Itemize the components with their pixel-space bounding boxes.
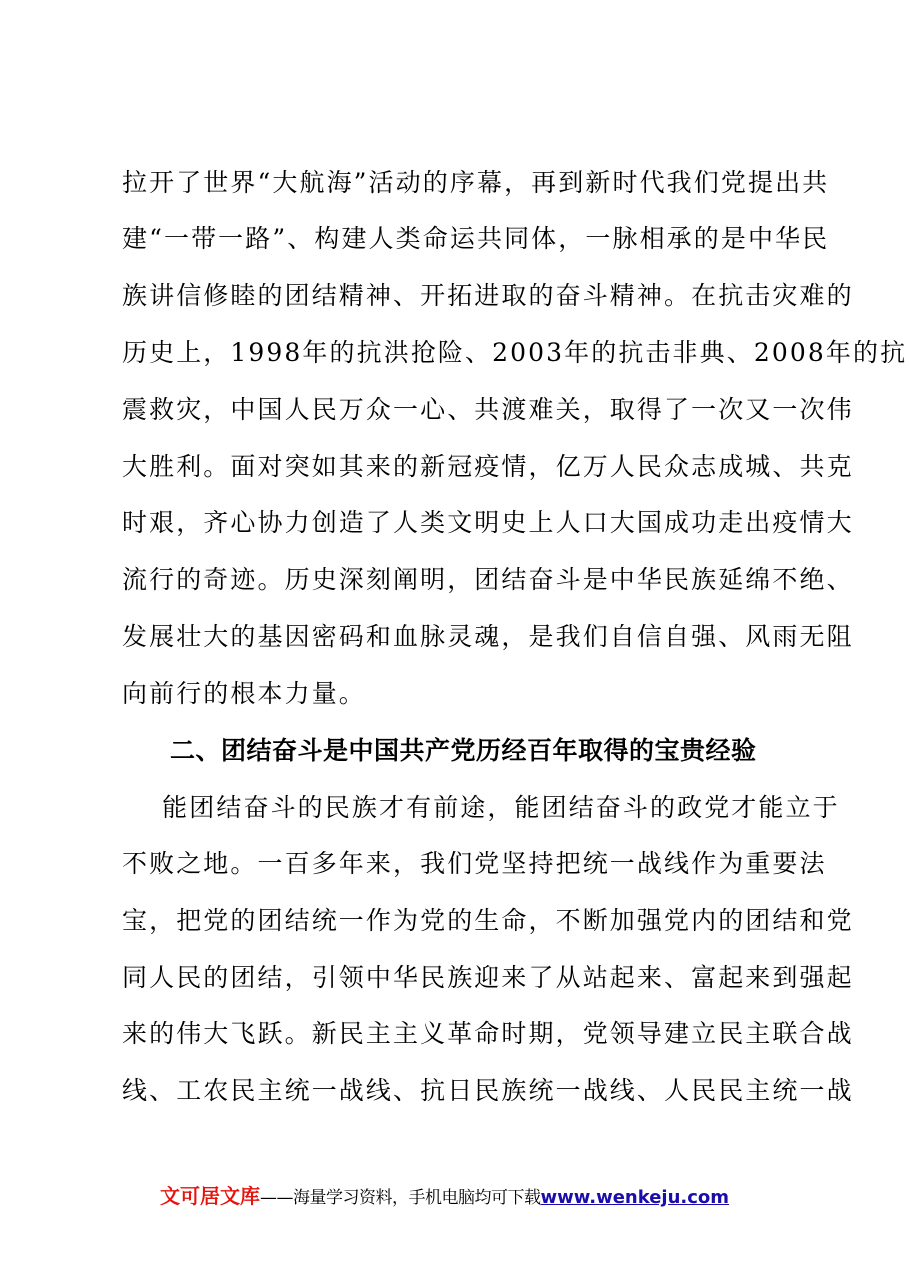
body-line: 拉开了世界“大航海”活动的序幕，再到新时代我们党提出共 (122, 168, 830, 197)
body-line: 不败之地。一百多年来，我们党坚持把统一战线作为重要法 (122, 849, 827, 878)
body-line: 向前行的根本力量。 (122, 679, 366, 708)
body-line: 历史上，1998年的抗洪抢险、2003年的抗击非典、2008年的抗 (122, 338, 908, 367)
body-line: 族讲信修睦的团结精神、开拓进取的奋斗精神。在抗击灾难的 (122, 281, 854, 310)
footer-brand: 文可居文库 (160, 1184, 260, 1208)
body-line: 震救灾，中国人民万众一心、共渡难关，取得了一次又一次伟 (122, 395, 854, 424)
body-line: 能团结奋斗的民族才有前途，能团结奋斗的政党才能立于 (122, 793, 840, 822)
body-line: 大胜利。面对突如其来的新冠疫情，亿万人民众志成城、共克 (122, 452, 854, 481)
body-line: 同人民的团结，引领中华民族迎来了从站起来、富起来到强起 (122, 963, 854, 992)
body-line: 建“一带一路”、构建人类命运共同体，一脉相承的是中华民 (122, 224, 830, 253)
body-line: 宝，把党的团结统一作为党的生命，不断加强党内的团结和党 (122, 906, 854, 935)
section-heading: 二、团结奋斗是中国共产党历经百年取得的宝贵经验 (170, 736, 757, 765)
body-line: 发展壮大的基因密码和血脉灵魂，是我们自信自强、风雨无阻 (122, 622, 854, 651)
footer-url-link[interactable]: www.wenkeju.com (540, 1187, 730, 1208)
body-line: 来的伟大飞跃。新民主主义革命时期，党领导建立民主联合战 (122, 1019, 854, 1048)
body-line: 流行的奇迹。历史深刻阐明，团结奋斗是中华民族延绵不绝、 (122, 565, 854, 594)
footer-tagline: ——海量学习资料，手机电脑均可下载 (260, 1188, 541, 1208)
body-line: 时艰，齐心协力创造了人类文明史上人口大国成功走出疫情大 (122, 508, 854, 537)
footer-banner (160, 1183, 780, 1211)
body-line: 线、工农民主统一战线、抗日民族统一战线、人民民主统一战 (122, 1076, 854, 1105)
